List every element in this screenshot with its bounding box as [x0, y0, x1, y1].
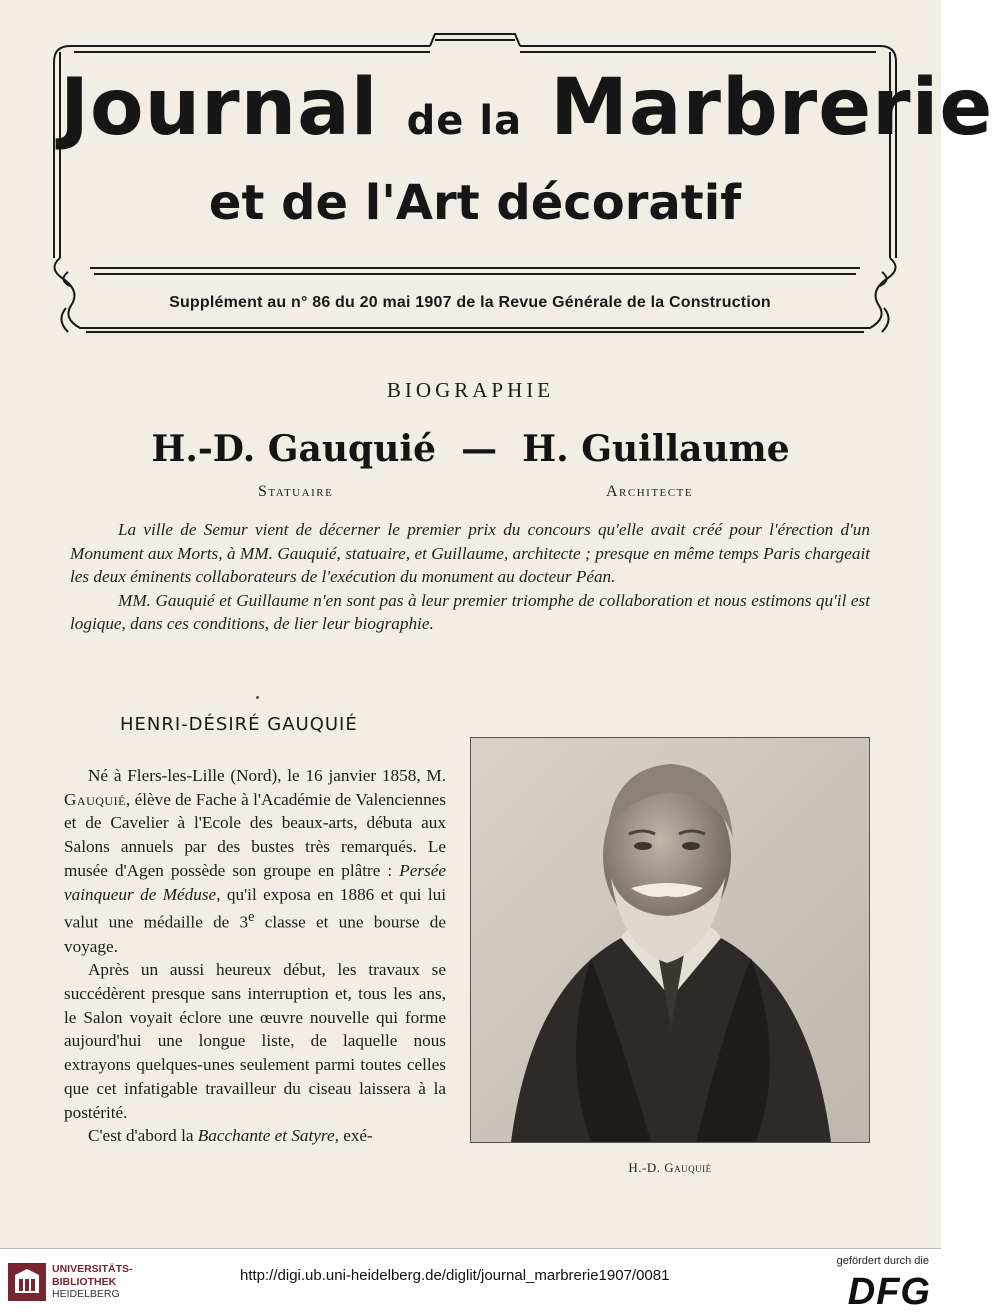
- text-run-smallcaps: Gauquié: [64, 789, 126, 809]
- title-marbrerie: Marbrerie: [550, 63, 993, 153]
- biography-names: [0, 428, 941, 470]
- text-run: , qu'il exposa en 1886 et qui lui valut une médaille de 3: [64, 884, 446, 932]
- article-heading: HENRI-DÉSIRÉ GAUQUIÉ: [120, 714, 358, 735]
- superscript: e: [248, 909, 255, 926]
- library-name: [52, 1263, 133, 1301]
- intro-paragraph: MM. Gauquié et Guillaume n'en sont pas à leur premier triomphe de collaboration et nous estimons qu'il est logique, dans ces conditions, de lier leur biographie.: [70, 590, 870, 634]
- text-run: Né à Flers-les-Lille (Nord), le 16 janvier 1858, M.: [88, 766, 446, 785]
- intro-text: [70, 518, 870, 636]
- text-run-italic: Persée vainqueur de Méduse: [64, 860, 446, 904]
- body-paragraph: [64, 1124, 446, 1148]
- funding-note: gefördert durch die: [836, 1255, 929, 1267]
- supplement-line: Supplément au n° 86 du 20 mai 1907 de la Revue Générale de la Construction: [169, 294, 771, 311]
- viewer-footer: [0, 1248, 941, 1315]
- ink-dot: [256, 696, 259, 699]
- library-line: UNIVERSITÄTS-: [52, 1263, 133, 1275]
- text-run: C'est d'abord la: [88, 1126, 194, 1146]
- permalink-url[interactable]: http://digi.ub.uni-heidelberg.de/diglit/journal_marbrerie1907/0081: [240, 1267, 670, 1284]
- masthead-title: [60, 60, 993, 169]
- masthead: [60, 60, 993, 235]
- text-run: , exé-: [334, 1126, 373, 1146]
- role-architecte: Architecte: [606, 483, 694, 500]
- masthead-subtitle: et de l'Art décoratif: [208, 175, 742, 231]
- dfg-logo: DFG: [847, 1271, 931, 1313]
- article-body: [64, 764, 446, 1148]
- intro-paragraph: La ville de Semur vient de décerner le premier prix du concours qu'elle avait créé pour l'érection d'un Monument aux Morts, à MM. Gauquié, statuaire, et Guillaume, architecte ; presque en même temps Paris chargeait les deux éminents collaborateurs de l'exécution du monument au docteur Péan.: [70, 520, 870, 587]
- body-paragraph: Après un aussi heureux début, les travaux se succédèrent presque sans interruption et, tous les ans, le Salon voyait éclore une œuvre nouvelle qui forme aujourd'hui une longue liste, de laquelle nous extrayons quelques-unes seulement parmi toutes celles que cet infatigable travailleur du ciseau laissera à la postérité.: [64, 960, 446, 1122]
- role-statuaire: Statuaire: [258, 483, 334, 500]
- university-library-logo-icon: [8, 1263, 46, 1301]
- portrait-photo: [470, 737, 870, 1143]
- title-journal: Journal: [60, 63, 379, 153]
- title-de-la: de la: [406, 98, 523, 144]
- photo-caption: H.-D. Gauquié: [628, 1160, 712, 1175]
- section-title: BIOGRAPHIE: [386, 378, 555, 402]
- portrait-image: [471, 738, 869, 1142]
- body-paragraph: [64, 764, 446, 958]
- name-dash: —: [461, 428, 498, 470]
- text-run: , élève de Fache à l'Académie de Valenciennes et de Cavelier à l'Ecole des beaux-arts, débuta aux Salons annuels par des bustes très remarqués. Le musée d'Agen possède son groupe en plâtre :: [64, 789, 446, 880]
- library-line: BIBLIOTHEK: [52, 1275, 117, 1288]
- text-run-italic: Bacchante et Satyre: [197, 1126, 335, 1146]
- name-guillaume: H. Guillaume: [522, 428, 790, 470]
- library-line: HEIDELBERG: [52, 1288, 120, 1300]
- name-gauquie: H.-D. Gauquié: [151, 428, 436, 470]
- text-run: classe et une bourse de voyage.: [64, 912, 446, 956]
